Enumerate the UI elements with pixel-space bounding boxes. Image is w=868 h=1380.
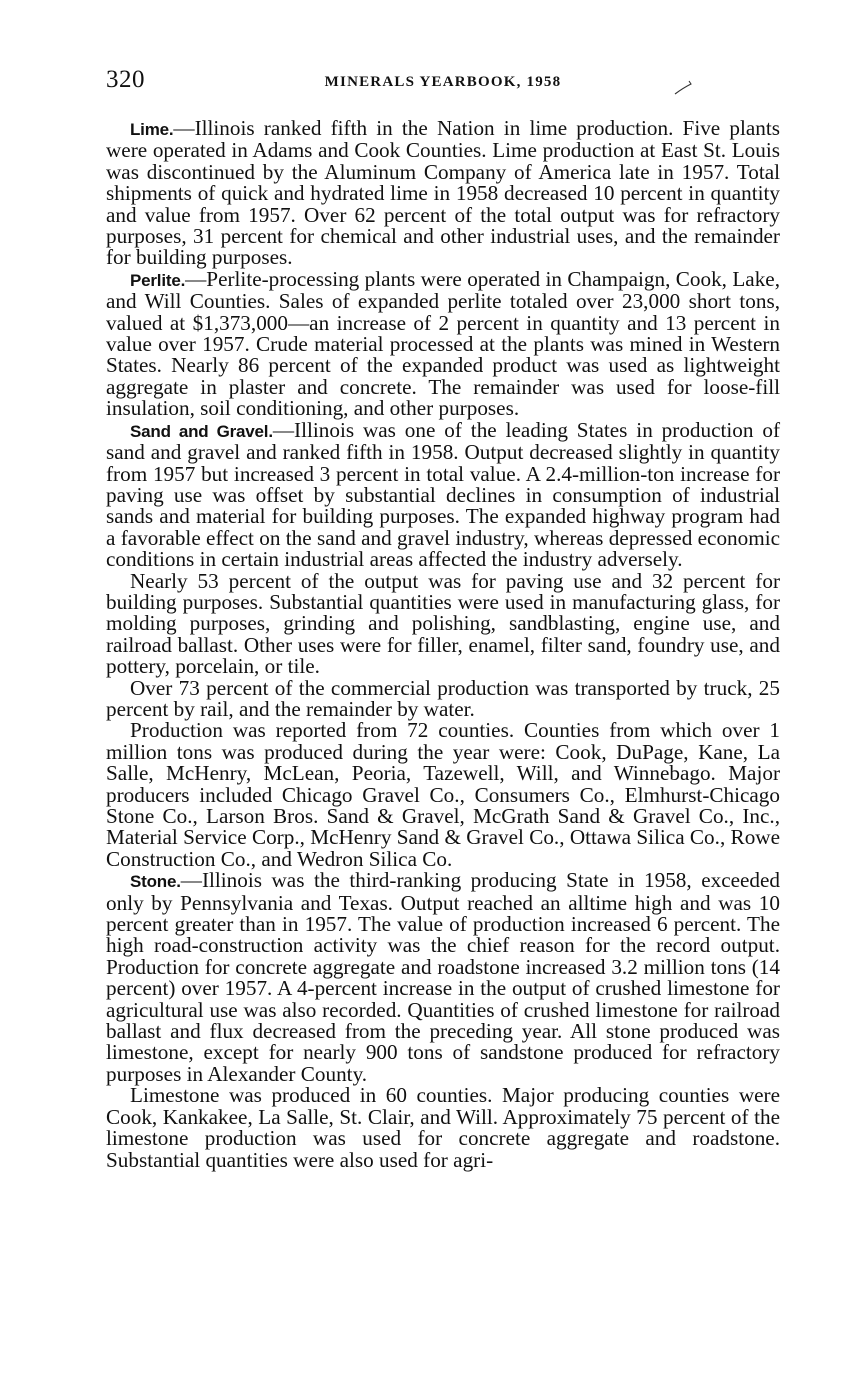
section-heading: Lime. xyxy=(130,120,174,139)
paragraph-lime xyxy=(106,118,780,269)
pencil-mark-icon xyxy=(674,80,694,96)
running-head xyxy=(106,64,780,104)
document-page xyxy=(106,64,780,1171)
paragraph-sand-gravel-transport xyxy=(106,675,780,721)
paragraph-perlite xyxy=(106,266,780,421)
section-heading: Sand and Gravel. xyxy=(130,421,273,441)
section-heading: Stone. xyxy=(130,872,181,892)
paragraph-text: —Illinois was one of the leading States in production of sand and gravel and ranked fifth in 1958. Output decreased slightly in quantity from 1957 but increased 3 percent in total value. A 2.4-million-ton increase for paving use was offset by substantial declines in consumption of industrial sands and material for building purposes. The expanded highway program had a favorable effect on the sand and gravel industry, whereas depressed economic conditions in certain industrial areas affected the industry adversely. xyxy=(106,417,780,572)
page-number: 320 xyxy=(106,66,145,93)
paragraph-text: —Perlite-processing plants were operated in Champaign, Cook, Lake, and Will Counties. Sales of expanded perlite totaled over 23,000 short tons, valued at $1,373,000—an increase of 2 percent in quantity and 13 percent in value over 1957. Crude material processed at the plants was mined in Western States. Nearly 86 percent of the expanded product was used as lightweight aggregate in plaster and concrete. The remainder was used for loose-fill insulation, soil conditioning, and other purposes. xyxy=(106,266,780,421)
section-heading: Perlite. xyxy=(130,270,186,290)
body-text xyxy=(106,118,780,1171)
paragraph-sand-and-gravel xyxy=(106,417,780,572)
paragraph-stone xyxy=(106,870,780,1085)
paragraph-text: —Illinois was the third-ranking producing State in 1958, exceeded only by Pennsylvania and Texas. Output reached an alltime high and was 10 percent greater than in 1957. The value of production increased 6 percent. The high road-construction activity was the chief reason for the record output. Production for concrete aggregate and roadstone increased 3.2 million tons (14 percent) over 1957. A 4-percent increase in the output of crushed limestone for agricultural use was also recorded. Quantities of crushed limestone for railroad ballast and flux decreased from the preceding year. All stone produced was limestone, except for nearly 900 tons of sandstone produced for refractory purposes in Alexander County. xyxy=(106,868,780,1086)
paragraph-limestone xyxy=(106,1085,780,1171)
paragraph-text: Production was reported from 72 counties. Counties from which over 1 million tons was produced during the year were: Cook, DuPage, Kane, La Salle, McHenry, McLean, Peoria, Tazewell, Will, and Winnebago. Major producers included Chicago Gravel Co., Consumers Co., Elmhurst-Chicago Stone Co., Larson Bros. Sand & Gravel, McGrath Sand & Gravel Co., Inc., Material Service Corp., McHenry Sand & Gravel Co., Ottawa Silica Co., Rowe Construction Co., and Wedron Silica Co. xyxy=(106,718,780,871)
paragraph-text: —Illinois ranked fifth in the Nation in lime production. Five plants were operated in Adams and Cook Counties. Lime production at East St. Louis was discontinued by the Aluminum Company of America late in 1957. Total shipments of quick and hydrated lime in 1958 decreased 10 percent in quantity and value from 1957. Over 62 percent of the total output was for refractory purposes, 31 percent for chemical and other industrial uses, and the remainder for building purposes. xyxy=(106,116,780,270)
running-title: MINERALS YEARBOOK, 1958 xyxy=(324,74,562,90)
paragraph-sand-gravel-producers xyxy=(106,720,780,870)
paragraph-sand-gravel-uses xyxy=(106,568,780,679)
paragraph-text: Nearly 53 percent of the output was for paving use and 32 percent for building purposes. Substantial quantities were used in manufacturing glass, for molding purposes, grinding and polishing, sandblasting, engine use, and railroad ballast. Other uses were for filler, enamel, filter sand, foundry use, and pottery, porcelain, or tile. xyxy=(106,568,780,679)
paragraph-text: Limestone was produced in 60 counties. Major producing counties were Cook, Kankakee, La Salle, St. Clair, and Will. Approximately 75 percent of the limestone production was used for concrete aggregate and roadstone. Substantial quantities were also used for agri- xyxy=(106,1083,780,1172)
paragraph-text: Over 73 percent of the commercial production was transported by truck, 25 percent by rail, and the remainder by water. xyxy=(106,675,780,721)
